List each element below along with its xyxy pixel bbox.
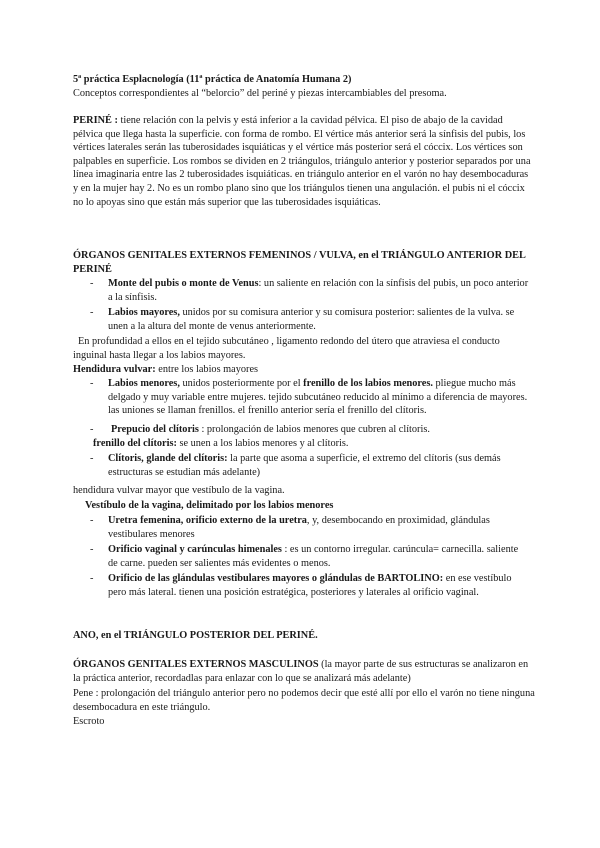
bullet-dash: -	[90, 378, 94, 389]
vestibulo-paragraph: hendidura vulvar mayor que vestíbulo de la vagina.	[73, 485, 285, 496]
ano-heading: ANO, en el TRIÁNGULO POSTERIOR DEL PERINÉ.	[73, 630, 318, 641]
bullet-dash: -	[90, 544, 94, 555]
document-title: 5ª práctica Esplacnología (11ª práctica de Anatomía Humana 2)	[73, 74, 352, 85]
list-item-monte-pubis: Monte del pubis o monte de Venus: un saliente en relación con la sínfisis del pubis, un poco anterior a la sínfisis.	[108, 278, 529, 303]
list-item-prepucio: Prepucio del clítoris : prolongación de labios menores que cubren al clítoris.	[111, 424, 430, 435]
frenillo-clitoris-line: frenillo del clítoris: se unen a los labios menores y al clítoris.	[93, 438, 349, 449]
female-heading: ÓRGANOS GENITALES EXTERNOS FEMENINOS / VULVA, en el TRIÁNGULO ANTERIOR DEL PERINÉ	[73, 250, 526, 275]
list-item-bartolino: Orificio de las glándulas vestibulares mayores o glándulas de BARTOLINO: en ese vestíbulo pero más lateral. tienen una posición estratégica, posteriores y laterales al orificio vaginal.	[108, 573, 512, 598]
document-subtitle: Conceptos correspondientes al “belorcio” del periné y piezas intercambiables del presoma.	[73, 88, 447, 99]
list-item-uretra: Uretra femenina, orificio externo de la uretra, y, desembocando en proximidad, glándulas vestibulares menores	[108, 515, 490, 540]
perine-paragraph: PERINÉ : tiene relación con la pelvis y está inferior a la cavidad pélvica. El piso de abajo de la cavidad pélvica que llega hasta la superficie. con forma de rombo. El vértice más anterior será la sínfisis del pubis, los vértices laterales serán las tuberosidades isquiáticas y el vértice más posterior será el cóccix. Los vértices son palpables en superficie. Los rombos se dividen en 2 triángulos, triángulo anterior y posterior separados por una línea imaginaria entre las 2 tuberosidades isquiáticas. en triángulo anterior en el varón no hay desembocaduras y en la mujer hay 2. No es un rombo plano sino que los triángulos tienen una angulación. el pubis ni el cóccix no lo apoyas sino que están más superior que las tuberosidades isquiáticas.	[73, 115, 531, 208]
list-item-labios-menores: Labios menores, unidos posteriormente por el frenillo de los labios menores. pliegue mucho más delgado y muy variable entre mujeres. tejido subcutáneo reducido al mínimo a diferencia de mayores. las uniones se llaman frenillos. el frenillo anterior sería el frenillo del clítoris.	[108, 378, 528, 417]
list-item-clitoris: Clítoris, glande del clítoris: la parte que asoma a superficie, el extremo del clítoris (sus demás estructuras se estudian más adelante)	[108, 453, 501, 478]
bullet-dash: -	[90, 453, 94, 464]
bullet-dash: -	[90, 515, 94, 526]
bullet-dash: -	[90, 307, 94, 318]
bullet-dash: -	[90, 424, 94, 435]
pene-paragraph: Pene : prolongación del triángulo anterior pero no podemos decir que esté allí por ello el varón no tiene ninguna desembocadura en este triángulo.	[73, 688, 535, 713]
hendidura-vulvar-line: Hendidura vulvar: entre los labios mayores	[73, 364, 259, 375]
vestibulo-heading: Vestíbulo de la vagina, delimitado por los labios menores	[85, 500, 334, 511]
male-heading-paragraph: ÓRGANOS GENITALES EXTERNOS MASCULINOS (la mayor parte de sus estructuras se analizaron en la práctica anterior, recordadlas para enlazar con lo que se analizará más adelante)	[73, 659, 529, 684]
escroto-line: Escroto	[73, 716, 105, 727]
bullet-dash: -	[90, 278, 94, 289]
list-item-labios-mayores: Labios mayores, unidos por su comisura anterior y su comisura posterior: salientes de la vulva. se unen a la altura del monte de venus anteriormente.	[108, 307, 515, 332]
list-item-orificio-vaginal: Orificio vaginal y carúnculas himenales : es un contorno irregular. carúncula= carnecilla. saliente de carne. pueden ser salientes más evidentes o menos.	[108, 544, 519, 569]
bullet-dash: -	[90, 573, 94, 584]
ligament-paragraph: En profundidad a ellos en el tejido subcutáneo , ligamento redondo del útero que atraviesa el conducto inguinal hasta llegar a los labios mayores.	[73, 336, 500, 361]
